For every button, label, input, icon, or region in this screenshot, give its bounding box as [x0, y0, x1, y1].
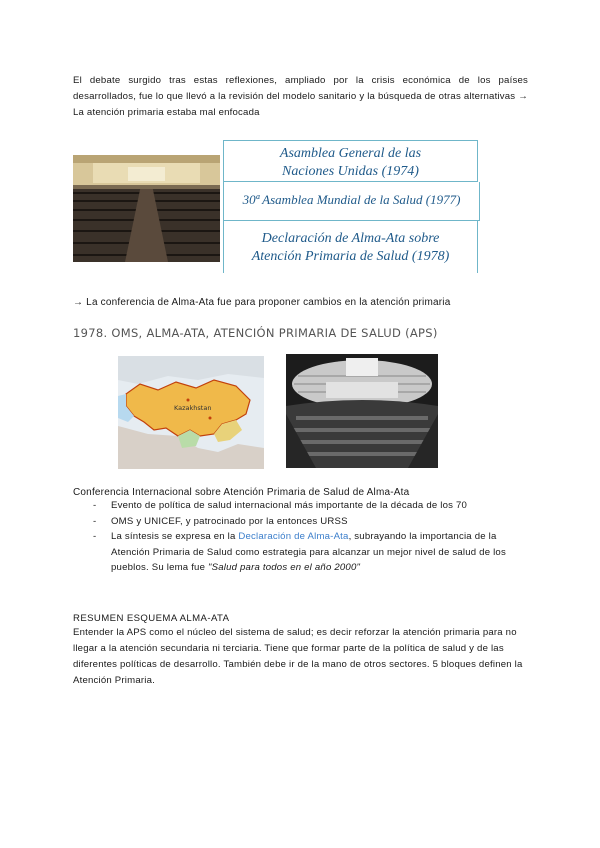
conference-bullets [73, 498, 528, 576]
list-item: - Evento de política de salud internacional más importante de la década de los 70 [93, 500, 468, 511]
intro-paragraph: El debate surgido tras estas reflexiones, ampliado por la crisis económica de los países desarrollados, fue lo que llevó a la revisión del modelo sanitario y la búsqueda de otras alternativas → La atención primaria estaba mal enfocada [73, 75, 528, 118]
aps-heading: 1978. OMS, ALMA-ATA, ATENCIÓN PRIMARIA DE SALUD (APS) [73, 326, 438, 340]
assembly-box-1977 [223, 182, 480, 221]
alma-ata-conference-photo [286, 354, 438, 468]
map-label-kazakhstan: Kazakhstan [174, 404, 212, 412]
conference-title: Conferencia Internacional sobre Atención Primaria de Salud de Alma-Ata [73, 487, 410, 498]
assembly-hall-photo [73, 155, 220, 262]
resumen-heading: RESUMEN ESQUEMA ALMA-ATA [73, 613, 230, 624]
bullet-text: La síntesis se expresa en la [111, 531, 239, 542]
bullet-text: OMS y UNICEF, y patrocinado por la entonces URSS [111, 515, 348, 527]
kazakhstan-map [118, 356, 264, 469]
bullet-text: Evento de política de salud internacional más importante de la década de los 70 [111, 500, 468, 511]
alma-ata-declaration-link[interactable]: Declaración de Alma-Ata [238, 531, 349, 542]
assembly-1978-line1: Declaración de Alma-Ata sobre [261, 231, 440, 246]
list-item: - La síntesis se expresa en la Declaración de Alma-Ata, subrayando la importancia de la Atención Primaria de Salud como estrategia para alcanzar un mejor nivel de salud de los pueblos. Su lema fue "Salud para todos en el año 2000" [93, 531, 506, 573]
list-item: - OMS y UNICEF, y patrocinado por la entonces URSS [93, 515, 348, 527]
motto-quote: "Salud para todos en el año 2000" [208, 562, 361, 573]
conference-note: → La conferencia de Alma-Ata fue para proponer cambios en la atención primaria [73, 297, 451, 308]
assemblies-figure [73, 140, 483, 273]
assembly-1974-line1: Asamblea General de las [279, 146, 422, 161]
assembly-1974-line2: Naciones Unidas (1974) [282, 164, 419, 179]
assembly-box-1978 [223, 220, 478, 273]
assemblies-list [223, 140, 483, 273]
assembly-1978-line2: Atención Primaria de Salud (1978) [251, 249, 450, 264]
assembly-box-1974 [223, 140, 478, 182]
bullet-text-continued: , subrayando la importancia de la Atención Primaria de Salud como estrategia para alcanzar un mejor nivel de salud de los pueblos. Su lema fue [111, 531, 506, 573]
resumen-paragraph: Entender la APS como el núcleo del sistema de salud; es decir reforzar la atención primaria para no llegar a la atención secundaria ni terciaria. Tiene que formar parte de la política de salud y de las diferentes políticas de desarrollo. También debe ir de la mano de otros sectores. 5 bloques definen la Atención Primaria. [73, 627, 523, 686]
assembly-1977-line1: 30ª Asamblea Mundial de la Salud (1977) [242, 192, 461, 207]
